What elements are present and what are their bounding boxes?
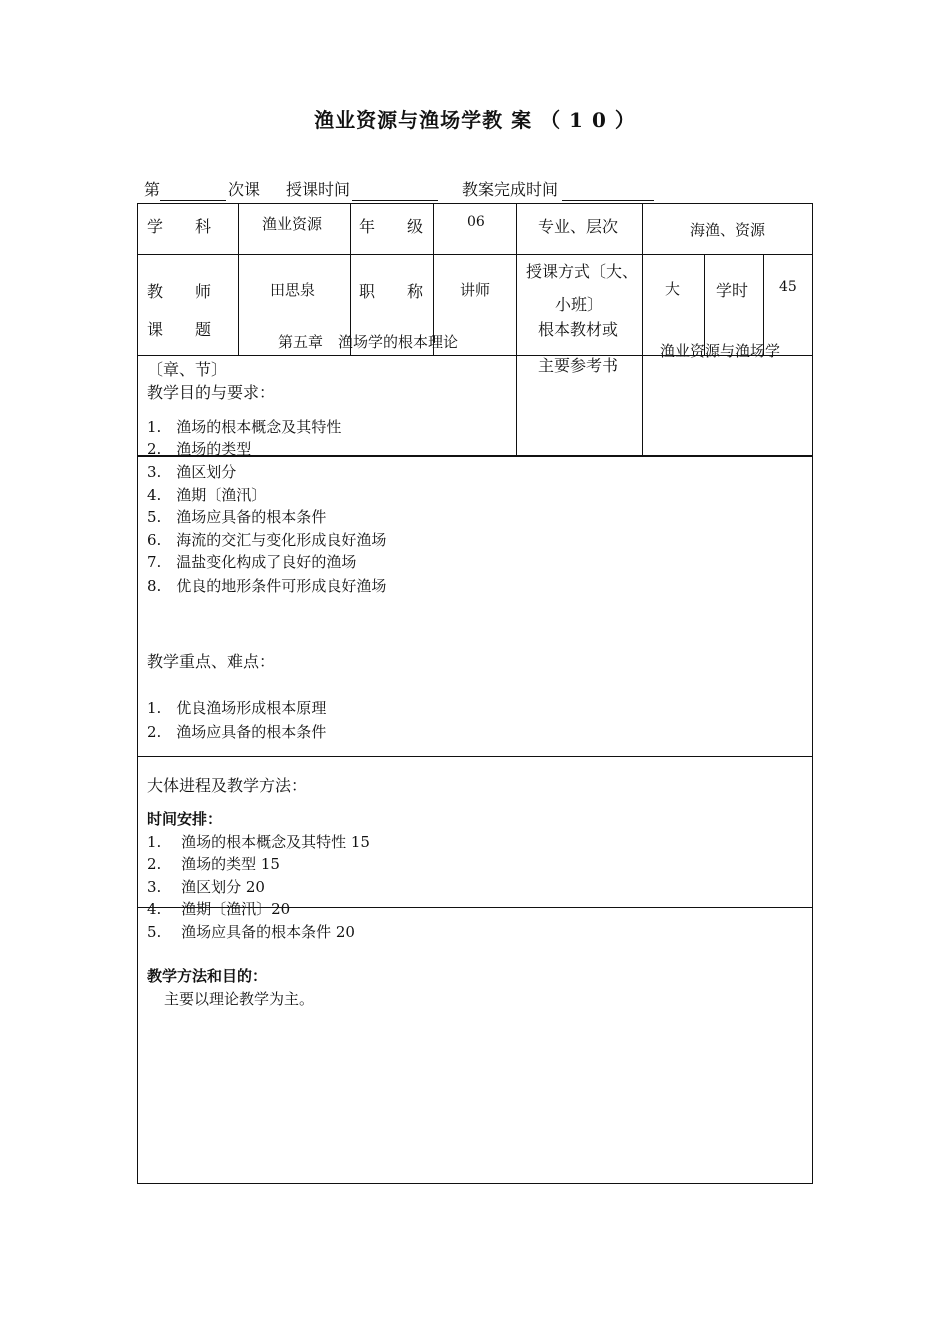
page-title: 渔业资源与渔场学教 案 （ 1 0 ） bbox=[314, 108, 636, 132]
grade-value: 06 bbox=[467, 214, 485, 230]
list-item: 5. 渔场应具备的根本条件 20 bbox=[147, 923, 355, 941]
list-item: 3. 渔区划分 20 bbox=[147, 878, 265, 896]
method-label-line1: 授课方式〔大、 bbox=[526, 262, 639, 281]
list-item: 1. 渔场的根本概念及其特性 bbox=[147, 418, 342, 436]
method-heading: 教学方法和目的： bbox=[147, 967, 268, 985]
list-item: 2. 渔场应具备的根本条件 bbox=[147, 723, 327, 741]
list-item: 3. 渔区划分 bbox=[147, 463, 237, 481]
topic-label: 课 题 bbox=[147, 320, 212, 339]
method-value: 大 bbox=[665, 280, 681, 298]
list-item: 7. 温盐变化构成了良好的渔场 bbox=[147, 553, 357, 571]
teach-time-blank[interactable] bbox=[352, 200, 438, 201]
teach-time-label: 授课时间 bbox=[286, 180, 351, 199]
list-item: 2. 渔场的类型 15 bbox=[147, 855, 280, 873]
teacher-value: 田思泉 bbox=[270, 281, 316, 299]
method-label-line2: 小班〕 bbox=[555, 295, 604, 314]
lesson-number-blank[interactable] bbox=[160, 200, 226, 201]
book-label-line1: 根本教材或 bbox=[538, 320, 619, 339]
subject-label: 学 科 bbox=[147, 217, 212, 236]
major-label: 专业、层次 bbox=[538, 217, 619, 236]
job-title-value: 讲师 bbox=[460, 281, 491, 299]
lesson-suffix: 次课 bbox=[228, 180, 261, 199]
plan-done-blank[interactable] bbox=[562, 200, 654, 201]
list-item: 5. 渔场应具备的根本条件 bbox=[147, 508, 327, 526]
schedule-heading: 时间安排： bbox=[147, 810, 223, 828]
list-item: 4. 渔期〔渔汛〕 bbox=[147, 486, 267, 504]
list-item: 4. 渔期〔渔汛〕20 bbox=[147, 900, 291, 918]
method-text: 主要以理论教学为主。 bbox=[164, 990, 315, 1008]
hours-label: 学时 bbox=[716, 281, 749, 300]
subject-value: 渔业资源 bbox=[262, 215, 323, 233]
list-item: 8. 优良的地形条件可形成良好渔场 bbox=[147, 577, 387, 595]
objectives-heading: 教学目的与要求： bbox=[147, 383, 276, 402]
hours-value: 45 bbox=[779, 279, 797, 295]
teacher-label: 教 师 bbox=[147, 282, 212, 301]
book-value: 渔业资源与渔场学 bbox=[660, 342, 781, 360]
job-title-label: 职 称 bbox=[359, 282, 424, 301]
list-item: 1. 优良渔场形成根本原理 bbox=[147, 699, 327, 717]
topic-value: 第五章 渔场学的根本理论 bbox=[278, 333, 459, 351]
list-item: 6. 海流的交汇与变化形成良好渔场 bbox=[147, 531, 387, 549]
topic-label-chapter: 〔章、节〕 bbox=[147, 360, 228, 379]
grade-label: 年 级 bbox=[359, 217, 424, 236]
major-value: 海渔、资源 bbox=[690, 221, 766, 239]
lesson-prefix: 第 bbox=[144, 180, 161, 199]
process-heading: 大体进程及教学方法： bbox=[147, 776, 308, 795]
list-item: 1. 渔场的根本概念及其特性 15 bbox=[147, 833, 370, 851]
key-points-heading: 教学重点、难点： bbox=[147, 652, 276, 671]
plan-done-label: 教案完成时间 bbox=[462, 180, 559, 199]
list-item: 2. 渔场的类型 bbox=[147, 440, 252, 458]
book-label-line2: 主要参考书 bbox=[538, 356, 619, 375]
